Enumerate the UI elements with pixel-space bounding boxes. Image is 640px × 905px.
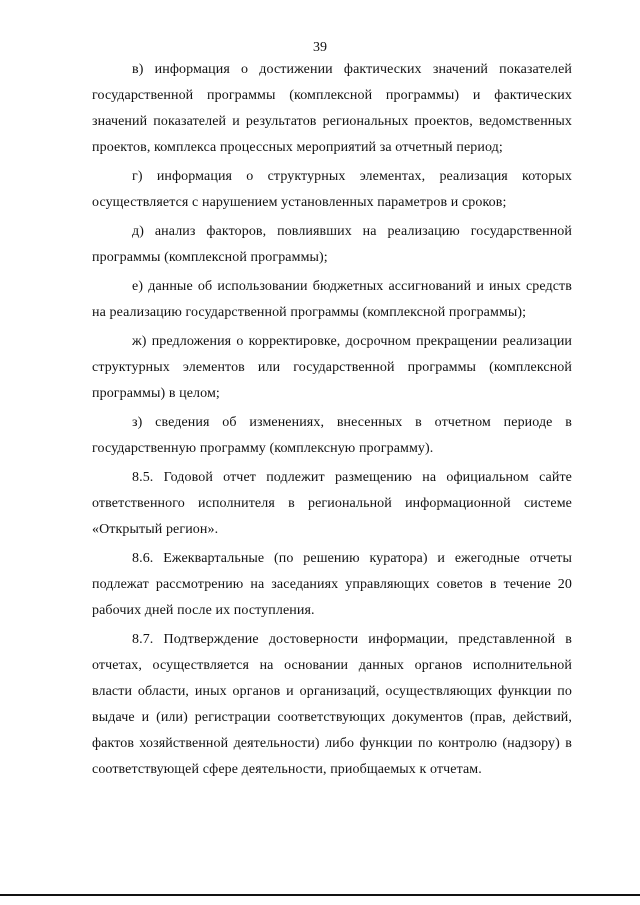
paragraph-8-5: 8.5. Годовой отчет подлежит размещению на официальном сайте ответственного исполнителя в региональной информационной системе «Открытый регион». — [92, 470, 572, 537]
paragraph-item-e: е) данные об использовании бюджетных ассигнований и иных средств на реализацию государственной программы (комплексной программы); — [92, 279, 572, 320]
paragraph-8-7: 8.7. Подтверждение достоверности информации, представленной в отчетах, осуществляется на основании данных органов исполнительной власти области, иных органов и организаций, осуществляющих функции по выдаче и (или) регистрации соответствующих документов (прав, действий, фактов хозяйственной деятельности) либо функции по контролю (надзору) в соответствующей сфере деятельности, приобщаемых к отчетам. — [92, 632, 572, 777]
paragraph-item-zh: ж) предложения о корректировке, досрочном прекращении реализации структурных элементов или государственной программы (комплексной программы) в целом; — [92, 334, 572, 401]
paragraph-item-d: д) анализ факторов, повлиявших на реализацию государственной программы (комплексной программы); — [92, 224, 572, 265]
document-body — [92, 57, 572, 786]
paragraph-item-g: г) информация о структурных элементах, реализация которых осуществляется с нарушением установленных параметров и сроков; — [92, 169, 572, 210]
paragraph-item-z: з) сведения об изменениях, внесенных в отчетном периоде в государственную программу (комплексную программу). — [92, 415, 572, 456]
page-number: 39 — [313, 40, 327, 55]
paragraph-item-v: в) информация о достижении фактических значений показателей государственной программы (комплексной программы) и фактических значений показателей и результатов региональных проектов, ведомственных проектов, комплекса процессных мероприятий за отчетный период; — [92, 62, 572, 155]
bottom-border-line — [0, 894, 640, 896]
paragraph-8-6: 8.6. Ежеквартальные (по решению куратора) и ежегодные отчеты подлежат рассмотрению на заседаниях управляющих советов в течение 20 рабочих дней после их поступления. — [92, 551, 572, 618]
